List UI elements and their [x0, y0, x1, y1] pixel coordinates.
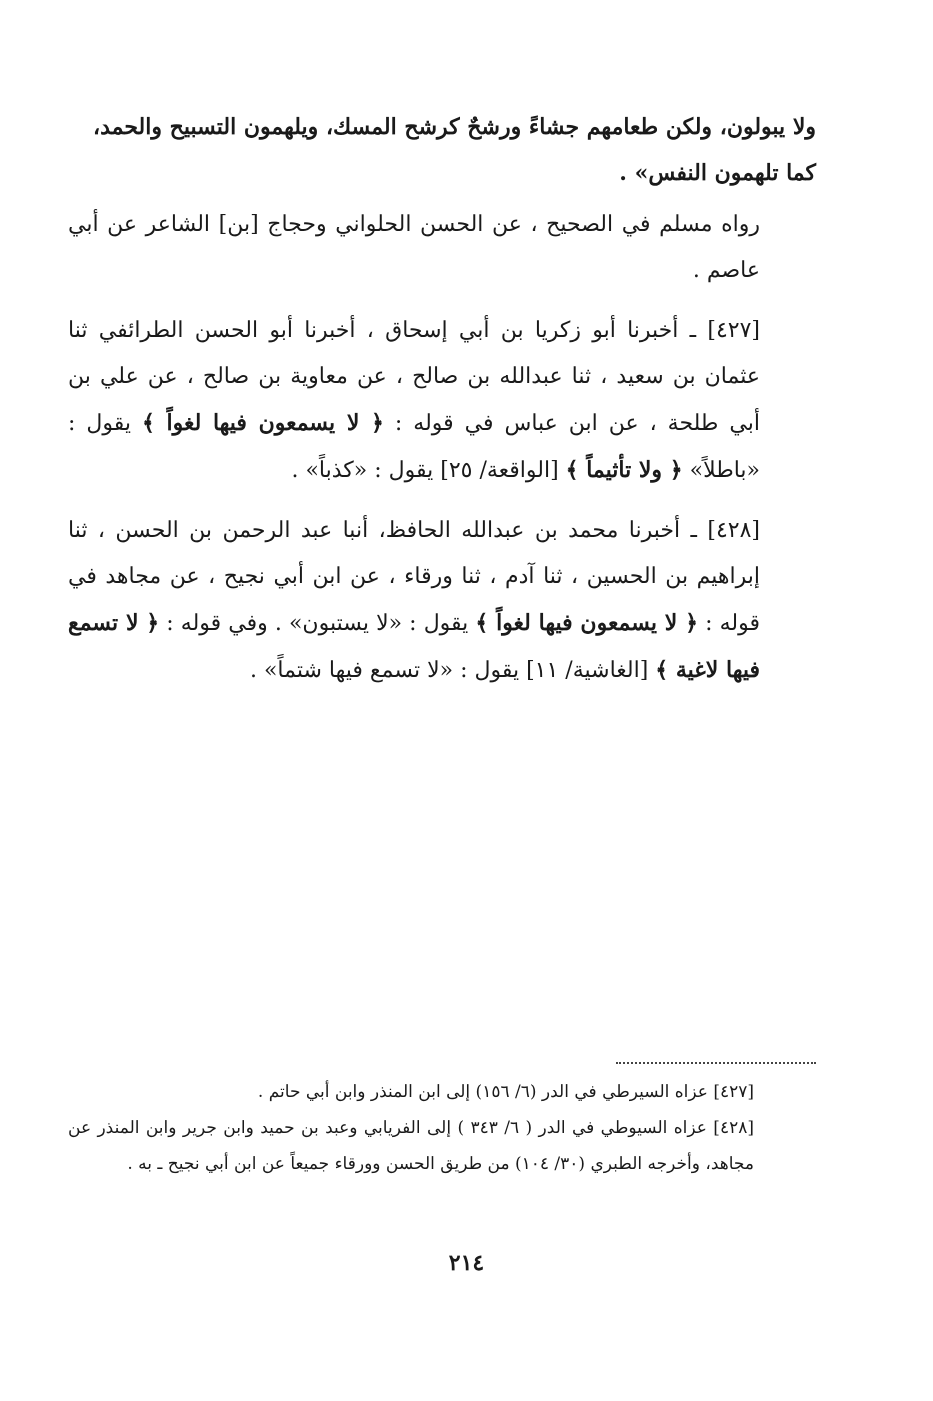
- hadith-428-text-c: [الغاشية/ ١١] يقول : «لا تسمع فيها شتماً» .: [249, 658, 656, 683]
- hadith-continuation-line-1: ولا يبولون، ولكن طعامهم جشاءً ورشحٌ كرشح المسك، ويلهمون التسبيح والحمد،: [92, 114, 816, 140]
- hadith-428: [68, 508, 816, 694]
- riwaya-paragraph: [68, 202, 816, 294]
- hadith-427-number: [٤٢٧]: [707, 318, 760, 343]
- footnote-427-text: عزاه السيرطي في الدر (٦/ ١٥٦) إلى ابن المنذر وابن أبي حاتم .: [257, 1082, 714, 1102]
- hadith-428-text-b: يقول : «لا يستبون» . وفي قوله :: [159, 611, 476, 636]
- riwaya-text: رواه مسلم في الصحيح ، عن الحسن الحلواني وحجاج [بن] الشاعر عن أبي عاصم .: [68, 212, 760, 283]
- hadith-427-text-b: يقول : «باطلاً»: [68, 411, 760, 483]
- hadith-427-quran-2: ﴿ ولا تأثيماً ﴾: [565, 457, 683, 483]
- footnote-428-text: عزاه السيوطي في الدر ( ٦/ ٣٤٣ ) إلى الفريابي وعبد بن حميد وابن جرير وابن المنذر عن مجاهد، وأخرجه الطبري (٣٠/ ١٠٤) من طريق الحسن وورقاء جميعاً عن ابن أبي نجيح ـ به .: [68, 1118, 754, 1174]
- footnote-divider: [616, 1062, 816, 1064]
- footnote-428: [68, 1110, 816, 1182]
- hadith-428-quran-2: ﴿ لا تسمع فيها لاغية ﴾: [68, 610, 760, 683]
- footnote-427: [68, 1074, 816, 1110]
- hadith-428-quran-1: ﴿ لا يسمعون فيها لغواً ﴾: [475, 610, 699, 636]
- hadith-427: [68, 308, 816, 494]
- hadith-427-text-c: [الواقعة/ ٢٥] يقول : «كذباً» .: [291, 458, 566, 483]
- footnote-428-number: [٤٢٨]: [713, 1118, 754, 1138]
- page-body: [68, 104, 816, 694]
- hadith-continuation-line-2: كما تلهمون النفس» .: [619, 160, 816, 186]
- hadith-428-number: [٤٢٨]: [707, 518, 760, 543]
- hadith-427-text-a: ـ أخبرنا أبو زكريا بن أبي إسحاق ، أخبرنا أبو الحسن الطرائفي ثنا عثمان بن سعيد ، ثنا عبدالله بن صالح ، عن معاوية بن صالح ، عن علي بن أبي طلحة ، عن ابن عباس في قوله :: [68, 318, 760, 436]
- footnotes: [68, 1062, 816, 1182]
- hadith-428-text-a: ـ أخبرنا محمد بن عبدالله الحافظ، أنبا عبد الرحمن بن الحسن ، ثنا إبراهيم بن الحسين ، ثنا آدم ، ثنا ورقاء ، عن ابن أبي نجيح ، عن مجاهد في قوله :: [68, 518, 761, 636]
- hadith-427-quran-1: ﴿ لا يسمعون فيها لغواً ﴾: [141, 410, 384, 436]
- footnote-427-number: [٤٢٧]: [713, 1082, 754, 1102]
- hadith-continuation: [68, 104, 816, 196]
- page-number: ٢١٤: [448, 1250, 485, 1276]
